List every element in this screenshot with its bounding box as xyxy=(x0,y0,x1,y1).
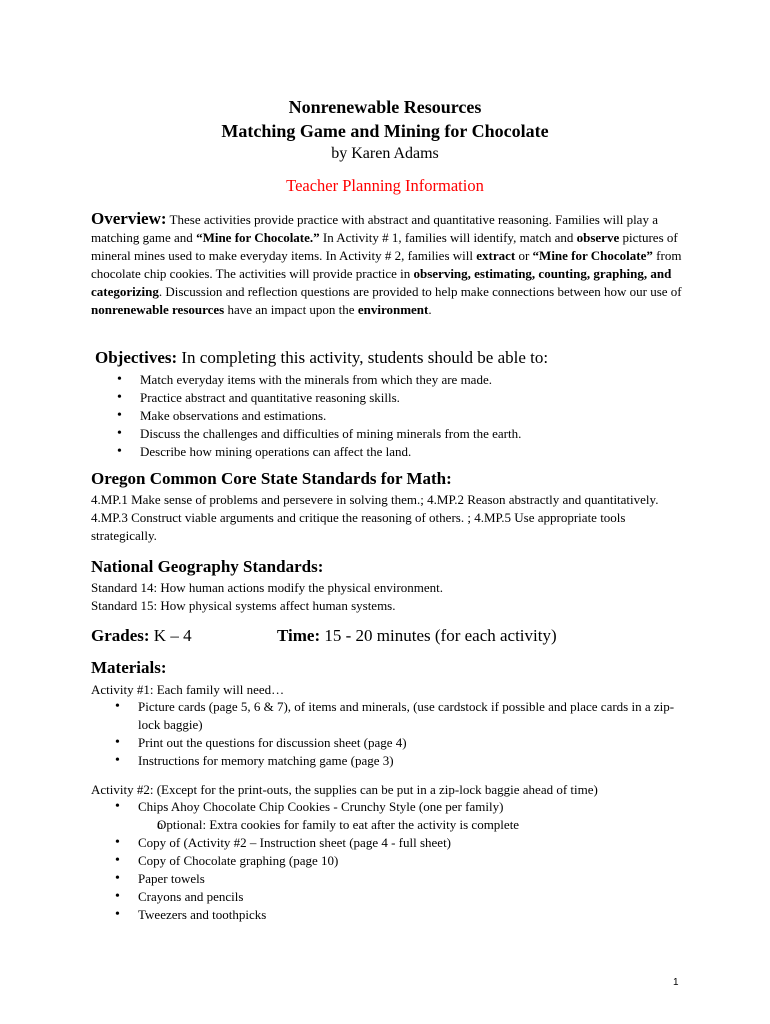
overview-label: Overview: xyxy=(91,209,167,228)
list-item: • Copy of Chocolate graphing (page 10) xyxy=(115,852,675,870)
subtitle: Teacher Planning Information xyxy=(286,176,484,195)
sub-list-text: Optional: Extra cookies for family to eat after the activity is complete xyxy=(157,817,520,832)
overview-text: pictures of mineral mines used to make everyday items. In Activity # 2, families will xyxy=(91,230,678,263)
overview-emphasis: observe xyxy=(576,230,620,245)
list-item: • Practice abstract and quantitative reasoning skills. xyxy=(117,389,521,407)
overview-emphasis: extract xyxy=(476,248,516,263)
time-label: Time: xyxy=(277,626,321,645)
geo-standard-15: Standard 15: How physical systems affect human systems. xyxy=(91,598,396,613)
list-item: • Instructions for memory matching game (page 3) xyxy=(115,752,675,770)
math-standards-heading: Oregon Common Core State Standards for Math: xyxy=(91,469,452,488)
list-item: • Describe how mining operations can affect the land. xyxy=(117,443,521,461)
overview-body xyxy=(91,212,682,317)
objectives-list xyxy=(117,371,521,461)
overview-text: have an impact upon the xyxy=(224,302,358,317)
overview-paragraph xyxy=(91,210,691,319)
list-item: • Paper towels xyxy=(115,870,675,888)
list-item xyxy=(115,798,675,816)
overview-text: . xyxy=(428,302,432,317)
author-line: by Karen Adams xyxy=(331,145,439,162)
time-value: 15 - 20 minutes (for each activity) xyxy=(320,626,557,645)
overview-emphasis: “Mine for Chocolate.” xyxy=(196,230,320,245)
activity1-list xyxy=(115,698,675,770)
objectives-heading-line xyxy=(91,349,711,368)
grades-line xyxy=(91,626,192,646)
geo-standards-heading: National Geography Standards: xyxy=(91,557,324,576)
list-item: • Print out the questions for discussion sheet (page 4) xyxy=(115,734,675,752)
time-line xyxy=(277,626,557,646)
activity2-sub-list xyxy=(157,816,675,834)
overview-text: from chocolate chip cookies. The activities will provide practice in xyxy=(91,248,682,281)
overview-emphasis: environment xyxy=(357,302,429,317)
list-item: • Copy of (Activity #2 – Instruction sheet (page 4 - full sheet) xyxy=(115,834,675,852)
activity2-item-cookies: Chips Ahoy Chocolate Chip Cookies - Crunchy Style (one per family) xyxy=(138,799,504,814)
geo-standards-text xyxy=(91,579,691,615)
list-item: • Tweezers and toothpicks xyxy=(115,906,675,924)
activity2-list xyxy=(115,798,675,924)
list-item: • Make observations and estimations. xyxy=(117,407,521,425)
overview-emphasis: nonrenewable resources xyxy=(91,302,225,317)
overview-text: In Activity # 1, families will identify, match and xyxy=(319,230,577,245)
math-standards-text: 4.MP.1 Make sense of problems and persevere in solving them.; 4.MP.2 Reason abstractly and quantitatively. 4.MP.3 Construct viable arguments and critique the reasoning of others. ; 4.MP.5 Use appropriate tools strategically. xyxy=(91,492,659,543)
overview-text: or xyxy=(515,248,533,263)
objectives-intro: In completing this activity, students should be able to: xyxy=(177,348,549,367)
overview-text: . Discussion and reflection questions are provided to help make connections between how our use of xyxy=(158,284,682,299)
list-item: • Discuss the challenges and difficulties of mining minerals from the earth. xyxy=(117,425,521,443)
overview-emphasis: observing, estimating, counting, graphing, and categorizing xyxy=(91,266,672,299)
sub-list-item xyxy=(157,816,675,834)
list-item: • Match everyday items with the minerals from which they are made. xyxy=(117,371,521,389)
page-number: 1 xyxy=(673,977,679,988)
grades-value: K – 4 xyxy=(149,626,192,645)
activity2-intro: Activity #2: (Except for the print-outs, the supplies can be put in a zip-lock baggie ahead of time) xyxy=(91,782,598,797)
sub-list-container xyxy=(115,816,675,834)
title-line-2: Matching Game and Mining for Chocolate xyxy=(221,121,549,141)
title-block xyxy=(0,95,770,165)
title-line-1: Nonrenewable Resources xyxy=(288,97,482,117)
materials-heading: Materials: xyxy=(91,658,167,677)
activity1-intro: Activity #1: Each family will need… xyxy=(91,682,285,697)
overview-emphasis: “Mine for Chocolate” xyxy=(532,248,653,263)
list-item: • Crayons and pencils xyxy=(115,888,675,906)
geo-standard-14: Standard 14: How human actions modify the physical environment. xyxy=(91,580,444,595)
objectives-label: Objectives: xyxy=(95,348,178,367)
list-item: • Picture cards (page 5, 6 & 7), of items and minerals, (use cardstock if possible and place cards in a zip-lock baggie) xyxy=(115,698,675,734)
overview-text: These activities provide practice with abstract and quantitative reasoning. Families will play a matching game and xyxy=(91,212,658,245)
grades-label: Grades: xyxy=(91,626,150,645)
